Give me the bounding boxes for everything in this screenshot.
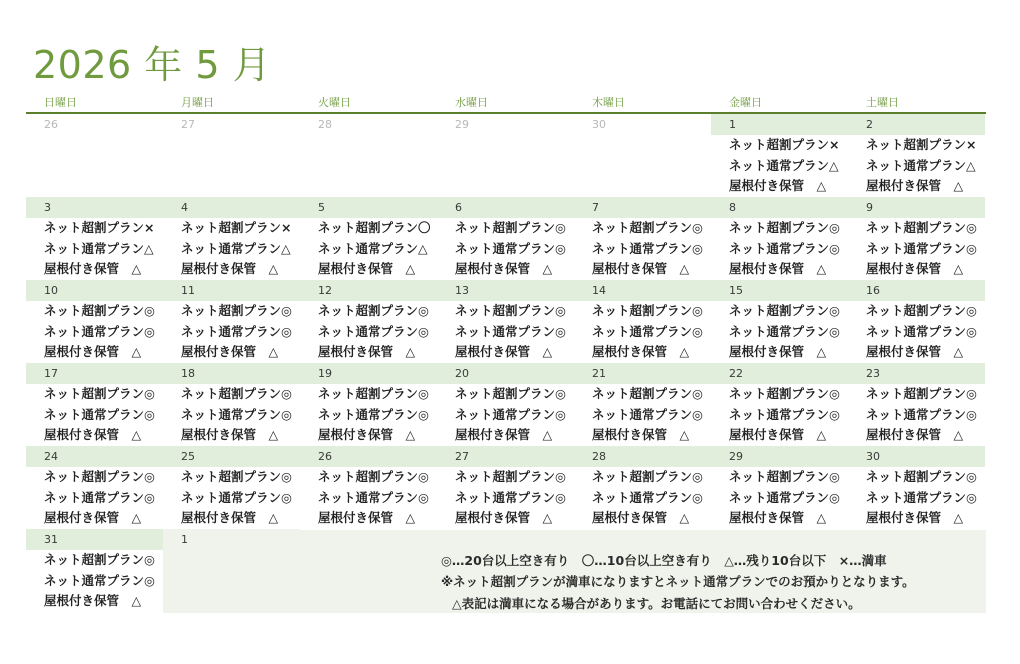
plan-standard-status: ネット通常プラン◎: [729, 406, 840, 422]
plan-super-discount-status: ネット超割プラン◎: [44, 469, 155, 484]
day-cell[interactable]: [163, 197, 300, 280]
availability-list: [729, 135, 848, 197]
plan-standard-status: ネット通常プラン◎: [866, 323, 977, 339]
day-number: 15: [711, 280, 848, 301]
day-number: 12: [300, 280, 437, 301]
covered-storage-status: 屋根付き保管 △: [866, 261, 964, 277]
weekday-monday: 月曜日: [181, 96, 214, 109]
covered-storage-status: 屋根付き保管 △: [866, 510, 964, 526]
plan-super-discount-status: ネット超割プラン◎: [729, 220, 840, 235]
day-cell[interactable]: [26, 280, 163, 363]
plan-standard-status: ネット通常プラン◎: [729, 240, 840, 256]
plan-super-discount-status: ネット超割プラン◎: [181, 303, 292, 318]
covered-storage-status: 屋根付き保管 △: [866, 427, 964, 443]
weekday-friday: 金曜日: [729, 96, 762, 109]
availability-list: [44, 301, 163, 363]
plan-super-discount-status: ネット超割プラン◎: [729, 386, 840, 401]
day-number: 25: [163, 446, 300, 467]
plan-super-discount-status: ネット超割プラン◎: [592, 220, 703, 235]
availability-list: [318, 218, 437, 280]
availability-list: [866, 135, 985, 197]
day-number: 20: [437, 363, 574, 384]
day-cell[interactable]: [437, 197, 574, 280]
plan-standard-status: ネット通常プラン△: [866, 157, 976, 173]
day-cell[interactable]: [711, 446, 848, 529]
day-number: 27: [181, 118, 195, 131]
day-cell[interactable]: [711, 114, 848, 197]
covered-storage-status: 屋根付き保管 △: [729, 178, 827, 194]
plan-super-discount-status: ネット超割プラン◎: [866, 220, 977, 235]
day-number: 18: [163, 363, 300, 384]
day-cell[interactable]: [300, 446, 437, 529]
plan-standard-status: ネット通常プラン◎: [44, 323, 155, 339]
plan-super-discount-status: ネット超割プラン◎: [44, 303, 155, 318]
plan-super-discount-status: ネット超割プラン×: [866, 137, 977, 152]
covered-storage-status: 屋根付き保管 △: [592, 344, 690, 360]
covered-storage-status: 屋根付き保管 △: [181, 344, 279, 360]
availability-list: [592, 301, 711, 363]
plan-standard-status: ネット通常プラン◎: [455, 406, 566, 422]
day-cell[interactable]: [300, 280, 437, 363]
availability-list: [181, 301, 300, 363]
day-number: 9: [848, 197, 985, 218]
covered-storage-status: 屋根付き保管 △: [44, 427, 142, 443]
calendar-title: 2026 年 5 月: [33, 43, 272, 87]
day-cell[interactable]: [26, 114, 163, 197]
plan-standard-status: ネット通常プラン◎: [866, 489, 977, 505]
day-number: 13: [437, 280, 574, 301]
day-number: 28: [318, 118, 332, 131]
day-cell[interactable]: [574, 197, 711, 280]
day-cell[interactable]: [848, 197, 985, 280]
covered-storage-status: 屋根付き保管 △: [592, 510, 690, 526]
plan-standard-status: ネット通常プラン◎: [866, 406, 977, 422]
availability-list: [318, 467, 437, 529]
availability-list: [318, 384, 437, 446]
day-number: 29: [455, 118, 469, 131]
availability-list: [181, 218, 300, 280]
covered-storage-status: 屋根付き保管 △: [455, 261, 553, 277]
covered-storage-status: 屋根付き保管 △: [318, 510, 416, 526]
day-number: 26: [44, 118, 58, 131]
day-cell[interactable]: [437, 114, 574, 197]
availability-list: [592, 384, 711, 446]
availability-list: [44, 467, 163, 529]
plan-super-discount-status: ネット超割プラン◎: [44, 386, 155, 401]
plan-standard-status: ネット通常プラン◎: [455, 489, 566, 505]
plan-standard-status: ネット通常プラン◎: [455, 323, 566, 339]
legend-symbols: ◎…20台以上空き有り 〇…10台以上空き有り △…残り10台以下 ×…満車: [441, 553, 887, 568]
day-number: 24: [26, 446, 163, 467]
weekday-sunday: 日曜日: [44, 96, 77, 109]
day-cell[interactable]: [163, 363, 300, 446]
plan-super-discount-status: ネット超割プラン◎: [181, 469, 292, 484]
day-number: 1: [711, 114, 848, 135]
availability-list: [592, 467, 711, 529]
day-number: 3: [26, 197, 163, 218]
plan-super-discount-status: ネット超割プラン◎: [592, 386, 703, 401]
plan-standard-status: ネット通常プラン◎: [44, 489, 155, 505]
availability-list: [44, 550, 163, 612]
day-number: 29: [711, 446, 848, 467]
day-cell[interactable]: [848, 280, 985, 363]
plan-super-discount-status: ネット超割プラン◎: [455, 303, 566, 318]
plan-super-discount-status: ネット超割プラン◎: [455, 469, 566, 484]
plan-super-discount-status: ネット超割プラン◎: [318, 386, 429, 401]
day-cell[interactable]: [437, 280, 574, 363]
availability-list: [44, 384, 163, 446]
plan-super-discount-status: ネット超割プラン◎: [181, 386, 292, 401]
covered-storage-status: 屋根付き保管 △: [44, 593, 142, 609]
day-cell[interactable]: [26, 446, 163, 529]
day-cell[interactable]: [26, 529, 163, 612]
day-number: 21: [574, 363, 711, 384]
day-cell[interactable]: [163, 446, 300, 529]
plan-super-discount-status: ネット超割プラン◎: [455, 220, 566, 235]
plan-super-discount-status: ネット超割プラン◎: [592, 469, 703, 484]
covered-storage-status: 屋根付き保管 △: [729, 344, 827, 360]
day-cell[interactable]: [300, 114, 437, 197]
plan-standard-status: ネット通常プラン◎: [181, 323, 292, 339]
day-cell[interactable]: [26, 197, 163, 280]
plan-super-discount-status: ネット超割プラン◎: [455, 386, 566, 401]
plan-super-discount-status: ネット超割プラン◎: [866, 303, 977, 318]
plan-standard-status: ネット通常プラン◎: [318, 406, 429, 422]
day-cell[interactable]: [163, 280, 300, 363]
legend-note-triangle: △表記は満車になる場合があります。お電話にてお問い合わせください。: [452, 596, 861, 611]
availability-list: [729, 384, 848, 446]
covered-storage-status: 屋根付き保管 △: [318, 261, 416, 277]
plan-standard-status: ネット通常プラン◎: [181, 406, 292, 422]
plan-super-discount-status: ネット超割プラン◎: [318, 469, 429, 484]
availability-list: [866, 467, 985, 529]
covered-storage-status: 屋根付き保管 △: [729, 510, 827, 526]
plan-super-discount-status: ネット超割プラン×: [729, 137, 840, 152]
day-number: 26: [300, 446, 437, 467]
day-number: 5: [300, 197, 437, 218]
day-cell[interactable]: [574, 363, 711, 446]
availability-list: [455, 218, 574, 280]
weekday-header: [26, 92, 986, 114]
plan-standard-status: ネット通常プラン◎: [592, 406, 703, 422]
day-number: 30: [592, 118, 606, 131]
plan-standard-status: ネット通常プラン◎: [592, 240, 703, 256]
covered-storage-status: 屋根付き保管 △: [729, 427, 827, 443]
covered-storage-status: 屋根付き保管 △: [455, 510, 553, 526]
day-cell[interactable]: [574, 446, 711, 529]
covered-storage-status: 屋根付き保管 △: [729, 261, 827, 277]
day-number: 7: [574, 197, 711, 218]
plan-super-discount-status: ネット超割プラン◎: [866, 386, 977, 401]
availability-list: [866, 218, 985, 280]
covered-storage-status: 屋根付き保管 △: [318, 344, 416, 360]
availability-list: [729, 301, 848, 363]
day-number: 17: [26, 363, 163, 384]
availability-list: [455, 384, 574, 446]
day-cell[interactable]: [711, 197, 848, 280]
day-cell[interactable]: [848, 363, 985, 446]
day-number: 8: [711, 197, 848, 218]
covered-storage-status: 屋根付き保管 △: [592, 261, 690, 277]
plan-super-discount-status: ネット超割プラン◎: [729, 303, 840, 318]
covered-storage-status: 屋根付き保管 △: [44, 344, 142, 360]
day-number: 28: [574, 446, 711, 467]
plan-super-discount-status: ネット超割プラン×: [181, 220, 292, 235]
plan-standard-status: ネット通常プラン◎: [44, 406, 155, 422]
day-number: 16: [848, 280, 985, 301]
day-cell[interactable]: [711, 363, 848, 446]
plan-standard-status: ネット通常プラン◎: [729, 323, 840, 339]
day-cell[interactable]: [848, 446, 985, 529]
day-cell[interactable]: [163, 114, 300, 197]
day-cell[interactable]: [574, 114, 711, 197]
plan-standard-status: ネット通常プラン◎: [592, 489, 703, 505]
plan-standard-status: ネット通常プラン◎: [318, 489, 429, 505]
day-number: 30: [848, 446, 985, 467]
day-cell[interactable]: [300, 197, 437, 280]
covered-storage-status: 屋根付き保管 △: [318, 427, 416, 443]
covered-storage-status: 屋根付き保管 △: [44, 261, 142, 277]
availability-list: [866, 301, 985, 363]
day-cell[interactable]: [300, 363, 437, 446]
plan-standard-status: ネット通常プラン◎: [181, 489, 292, 505]
plan-super-discount-status: ネット超割プラン◎: [318, 303, 429, 318]
day-number: 2: [848, 114, 985, 135]
plan-standard-status: ネット通常プラン△: [729, 157, 839, 173]
plan-standard-status: ネット通常プラン◎: [866, 240, 977, 256]
day-number: 1: [163, 529, 300, 550]
plan-super-discount-status: ネット超割プラン〇: [318, 220, 431, 235]
availability-list: [729, 467, 848, 529]
availability-list: [44, 218, 163, 280]
availability-list: [455, 301, 574, 363]
day-number: 14: [574, 280, 711, 301]
legend-note-full: ※ネット超割プランが満車になりますとネット通常プランでのお預かりとなります。: [441, 574, 915, 589]
day-number: 22: [711, 363, 848, 384]
day-number: 6: [437, 197, 574, 218]
day-cell[interactable]: [574, 280, 711, 363]
availability-list: [181, 384, 300, 446]
weekday-tuesday: 火曜日: [318, 96, 351, 109]
availability-list: [729, 218, 848, 280]
weekday-saturday: 土曜日: [866, 96, 899, 109]
covered-storage-status: 屋根付き保管 △: [181, 510, 279, 526]
covered-storage-status: 屋根付き保管 △: [181, 261, 279, 277]
availability-list: [318, 301, 437, 363]
day-number: 10: [26, 280, 163, 301]
availability-list: [181, 467, 300, 529]
availability-list: [866, 384, 985, 446]
plan-standard-status: ネット通常プラン△: [318, 240, 428, 256]
plan-standard-status: ネット通常プラン◎: [592, 323, 703, 339]
day-number: 23: [848, 363, 985, 384]
day-number: 27: [437, 446, 574, 467]
availability-list: [592, 218, 711, 280]
covered-storage-status: 屋根付き保管 △: [181, 427, 279, 443]
day-number: 11: [163, 280, 300, 301]
weekday-wednesday: 水曜日: [455, 96, 488, 109]
covered-storage-status: 屋根付き保管 △: [44, 510, 142, 526]
plan-standard-status: ネット通常プラン△: [181, 240, 291, 256]
day-cell[interactable]: [163, 529, 300, 612]
plan-standard-status: ネット通常プラン◎: [729, 489, 840, 505]
plan-standard-status: ネット通常プラン◎: [455, 240, 566, 256]
day-cell[interactable]: [848, 114, 985, 197]
plan-standard-status: ネット通常プラン◎: [44, 572, 155, 588]
day-number: 31: [26, 529, 163, 550]
day-cell[interactable]: [26, 363, 163, 446]
plan-super-discount-status: ネット超割プラン◎: [44, 552, 155, 567]
covered-storage-status: 屋根付き保管 △: [592, 427, 690, 443]
covered-storage-status: 屋根付き保管 △: [866, 178, 964, 194]
day-number: 19: [300, 363, 437, 384]
day-cell[interactable]: [437, 363, 574, 446]
plan-standard-status: ネット通常プラン◎: [318, 323, 429, 339]
day-cell[interactable]: [437, 446, 574, 529]
availability-list: [455, 467, 574, 529]
covered-storage-status: 屋根付き保管 △: [455, 427, 553, 443]
plan-super-discount-status: ネット超割プラン◎: [729, 469, 840, 484]
plan-standard-status: ネット通常プラン△: [44, 240, 154, 256]
plan-super-discount-status: ネット超割プラン◎: [592, 303, 703, 318]
covered-storage-status: 屋根付き保管 △: [455, 344, 553, 360]
weekday-thursday: 木曜日: [592, 96, 625, 109]
day-number: 4: [163, 197, 300, 218]
plan-super-discount-status: ネット超割プラン×: [44, 220, 155, 235]
plan-super-discount-status: ネット超割プラン◎: [866, 469, 977, 484]
covered-storage-status: 屋根付き保管 △: [866, 344, 964, 360]
day-cell[interactable]: [711, 280, 848, 363]
